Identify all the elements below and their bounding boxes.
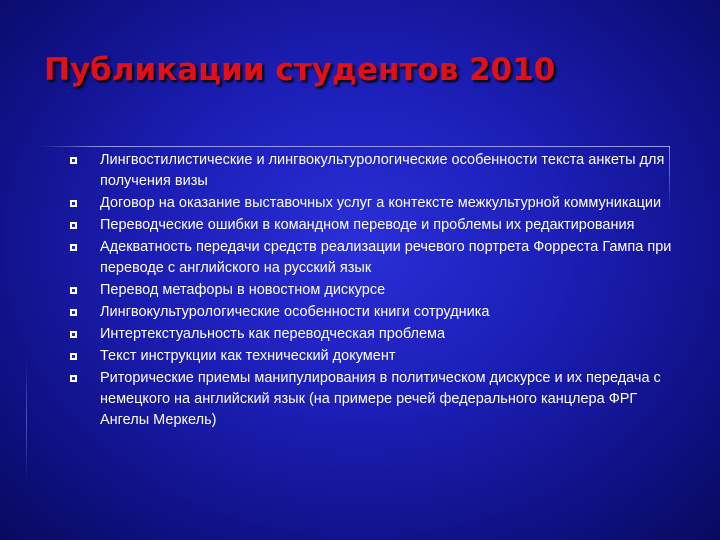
square-bullet-icon [70, 309, 77, 316]
list-item [70, 346, 680, 367]
square-bullet-icon [70, 244, 77, 251]
list-item-text: Текст инструкции как технический документ [100, 348, 396, 364]
list-item [70, 215, 680, 236]
list-item [70, 302, 680, 323]
list-item-text: Перевод метафоры в новостном дискурсе [100, 282, 386, 298]
list-item-text: Договор на оказание выставочных услуг а контексте межкультурной коммуникации [100, 195, 662, 211]
square-bullet-icon [70, 375, 77, 382]
list-item [70, 324, 680, 345]
square-bullet-icon [70, 353, 77, 360]
square-bullet-icon [70, 200, 77, 207]
square-bullet-icon [70, 222, 77, 229]
list-item-text: Риторические приемы манипулирования в политическом дискурсе и их передача с немецкого на английский язык (на примере речей федерального канцлера ФРГ Ангелы Меркель) [100, 370, 661, 428]
list-item-text: Лингвокультурологические особенности книги сотрудника [100, 304, 490, 320]
list-item [70, 193, 680, 214]
slide-title: Публикации студентов 2010 [44, 52, 556, 88]
list-item-text: Лингвостилистические и лингвокультурологические особенности текста анкеты для получения визы [100, 152, 665, 189]
list-item [70, 368, 680, 431]
frame-divider-horizontal [40, 146, 670, 147]
frame-divider-left [26, 360, 27, 480]
square-bullet-icon [70, 157, 77, 164]
square-bullet-icon [70, 331, 77, 338]
list-item [70, 150, 680, 192]
list-item-text: Адекватность передачи средств реализации речевого портрета Форреста Гампа при переводе с английского на русский язык [100, 239, 672, 276]
list-item-text: Переводческие ошибки в командном переводе и проблемы их редактирования [100, 217, 635, 233]
list-item [70, 280, 680, 301]
publications-list [70, 150, 680, 432]
list-item [70, 237, 680, 279]
list-item-text: Интертекстуальность как переводческая проблема [100, 326, 446, 342]
square-bullet-icon [70, 287, 77, 294]
